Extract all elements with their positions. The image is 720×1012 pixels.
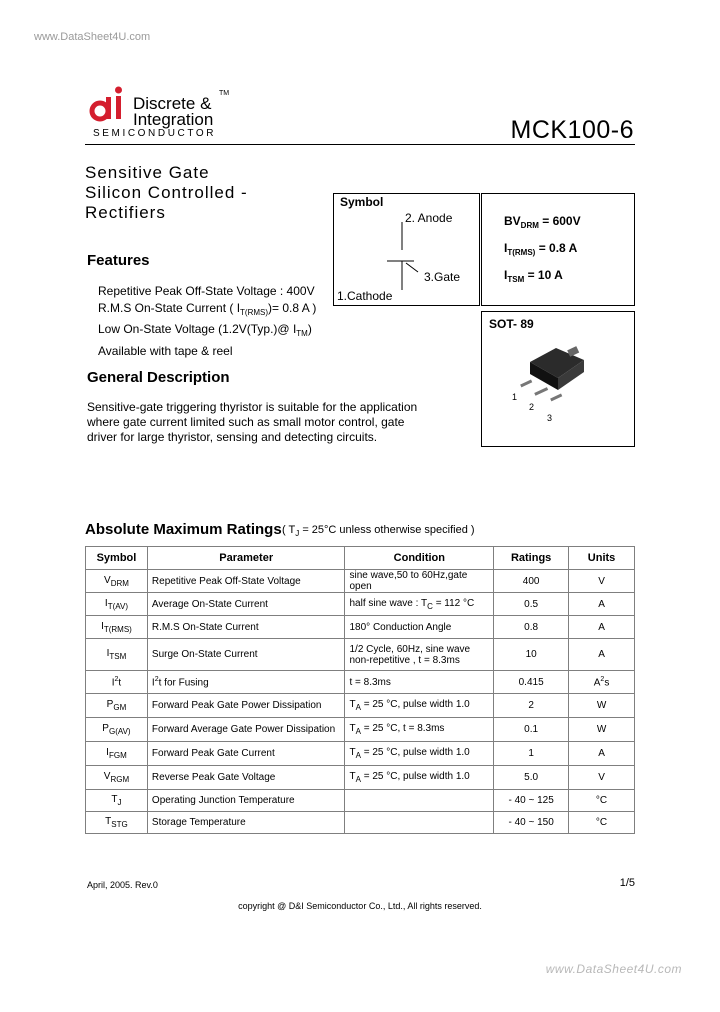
cell-parameter: Average On-State Current xyxy=(147,593,345,616)
table-row xyxy=(86,694,635,718)
cell-rating: 1 xyxy=(494,742,569,766)
cell-rating: - 40 ~ 125 xyxy=(494,790,569,812)
cell-symbol: $I_{TSM}$ xyxy=(86,639,148,671)
anode-label: 2. Anode xyxy=(405,211,453,225)
amr-note: ( $T_J = 25^\circ C$ unless otherwise specified ) xyxy=(282,524,475,538)
cell-symbol: $I_{FGM}$ xyxy=(86,742,148,766)
cell-rating: 0.5 xyxy=(494,593,569,616)
table-row xyxy=(86,812,635,834)
cell-parameter: Forward Peak Gate Power Dissipation xyxy=(147,694,345,718)
footer-date: April, 2005. Rev.0 xyxy=(87,880,158,890)
col-header: Parameter xyxy=(147,547,345,570)
cell-parameter: Operating Junction Temperature xyxy=(147,790,345,812)
logo-text-line1: Discrete & xyxy=(133,94,212,113)
cell-condition: 180° Conduction Angle xyxy=(345,616,494,639)
amr-heading: Absolute Maximum Ratings xyxy=(85,521,282,538)
table-row xyxy=(86,790,635,812)
table-row xyxy=(86,593,635,616)
gate-label: 3.Gate xyxy=(424,270,461,284)
cell-rating: - 40 ~ 150 xyxy=(494,812,569,834)
watermark-top: www.DataSheet4U.com xyxy=(34,31,151,43)
cell-rating: 0.8 xyxy=(494,616,569,639)
symbol-box xyxy=(333,193,480,306)
watermark-bottom: www.DataSheet4U.com xyxy=(545,962,682,976)
cell-unit: A xyxy=(569,639,635,671)
cathode-label: 1.Cathode xyxy=(337,289,393,303)
cell-parameter: Reverse Peak Gate Voltage xyxy=(147,766,345,790)
cell-parameter: Repetitive Peak Off-State Voltage xyxy=(147,570,345,593)
cell-condition xyxy=(345,812,494,834)
table-row xyxy=(86,766,635,790)
logo-trademark: TM xyxy=(219,90,230,97)
cell-unit: $A^2s$ xyxy=(569,671,635,694)
description-text: Sensitive-gate triggering thyristor is suitable for the application where gate current limited such as small motor control, gate driver for large thyristor, sensing and detecting circuits. xyxy=(87,400,418,444)
cell-symbol: $V_{DRM}$ xyxy=(86,570,148,593)
amr-table xyxy=(85,546,635,834)
feature-item: Low On-State Voltage (1.2V(Typ.)@ $I_{TM}$) xyxy=(98,322,312,338)
logo-text-line2: Integration xyxy=(133,110,214,129)
rating-itrms: $I_{T(RMS)} = 0.8$ A xyxy=(504,241,578,257)
title-line: Silicon Controlled - xyxy=(85,183,248,202)
table-row xyxy=(86,616,635,639)
cell-condition: $T_A = 25$ °C, pulse width 1.0 xyxy=(345,694,494,718)
cell-unit: °C xyxy=(569,790,635,812)
cell-parameter: Forward Average Gate Power Dissipation xyxy=(147,718,345,742)
col-header: Symbol xyxy=(86,547,148,570)
rating-itsm: $I_{TSM} = 10$ A xyxy=(504,268,563,284)
package-box xyxy=(481,311,635,447)
symbol-title: Symbol xyxy=(340,195,384,209)
package-title: SOT- 89 xyxy=(489,317,534,331)
cell-symbol: $P_{GM}$ xyxy=(86,694,148,718)
cell-condition: $T_A = 25$ °C, pulse width 1.0 xyxy=(345,766,494,790)
cell-unit: V xyxy=(569,570,635,593)
cell-unit: A xyxy=(569,593,635,616)
cell-condition: 1/2 Cycle, 60Hz, sine wave non-repetitive , t = 8.3ms xyxy=(345,639,494,671)
cell-symbol: $I^2t$ xyxy=(86,671,148,694)
pin-label: 2 xyxy=(529,402,535,412)
cell-parameter: Forward Peak Gate Current xyxy=(147,742,345,766)
rating-bvdrm: $BV_{DRM} = 600V$ xyxy=(504,214,581,230)
cell-condition: half sine wave : $T_C = 112$ °C xyxy=(345,593,494,616)
table-row xyxy=(86,570,635,593)
cell-condition xyxy=(345,790,494,812)
table-row xyxy=(86,718,635,742)
cell-rating: 400 xyxy=(494,570,569,593)
cell-condition: $T_A = 25$ °C, t = 8.3ms xyxy=(345,718,494,742)
col-header: Units xyxy=(569,547,635,570)
part-number: MCK100-6 xyxy=(510,116,634,144)
cell-unit: V xyxy=(569,766,635,790)
cell-parameter: R.M.S On-State Current xyxy=(147,616,345,639)
cell-rating: 0.415 xyxy=(494,671,569,694)
cell-unit: A xyxy=(569,742,635,766)
cell-symbol: $V_{RGM}$ xyxy=(86,766,148,790)
feature-item: Available with tape & reel xyxy=(98,343,233,358)
cell-parameter: $I^2t$ for Fusing xyxy=(147,671,345,694)
cell-unit: A xyxy=(569,616,635,639)
features-list xyxy=(98,283,316,359)
cell-rating: 5.0 xyxy=(494,766,569,790)
cell-condition: sine wave,50 to 60Hz,gate open xyxy=(345,570,494,593)
col-header: Ratings xyxy=(494,547,569,570)
table-row xyxy=(86,671,635,694)
key-ratings-box xyxy=(481,193,635,306)
cell-rating: 0.1 xyxy=(494,718,569,742)
cell-condition: $T_A = 25$ °C, pulse width 1.0 xyxy=(345,742,494,766)
cell-unit: W xyxy=(569,718,635,742)
pin-label: 3 xyxy=(547,413,553,423)
pin-label: 1 xyxy=(512,392,518,402)
logo-semiconductor: SEMICONDUCTOR xyxy=(93,128,217,139)
footer-page: 1/5 xyxy=(619,877,635,889)
footer-copyright: copyright @ D&I Semiconductor Co., Ltd., All rights reserved. xyxy=(238,901,482,911)
cell-symbol: $T_J$ xyxy=(86,790,148,812)
description-heading: General Description xyxy=(87,369,230,386)
sot89-package-icon xyxy=(512,344,596,404)
table-row xyxy=(86,742,635,766)
feature-item: Repetitive Peak Off-State Voltage : 400V xyxy=(98,284,315,298)
title-line: Rectifiers xyxy=(85,203,166,222)
cell-unit: °C xyxy=(569,812,635,834)
header-rule xyxy=(85,144,635,145)
cell-rating: 2 xyxy=(494,694,569,718)
cell-symbol: $T_{STG}$ xyxy=(86,812,148,834)
features-heading: Features xyxy=(87,252,150,269)
thyristor-symbol-icon xyxy=(384,222,424,292)
title-line: Sensitive Gate xyxy=(85,163,210,182)
table-row xyxy=(86,639,635,671)
cell-condition: t = 8.3ms xyxy=(345,671,494,694)
cell-parameter: Storage Temperature xyxy=(147,812,345,834)
cell-symbol: $P_{G(AV)}$ xyxy=(86,718,148,742)
cell-symbol: $I_{T(RMS)}$ xyxy=(86,616,148,639)
cell-rating: 10 xyxy=(494,639,569,671)
col-header: Condition xyxy=(345,547,494,570)
cell-parameter: Surge On-State Current xyxy=(147,639,345,671)
device-title xyxy=(85,163,248,223)
cell-unit: W xyxy=(569,694,635,718)
feature-item: R.M.S On-State Current ( $I_{T(RMS)})= 0.8$ A ) xyxy=(98,300,317,317)
cell-symbol: $I_{T(AV)}$ xyxy=(86,593,148,616)
table-header-row xyxy=(86,547,635,570)
